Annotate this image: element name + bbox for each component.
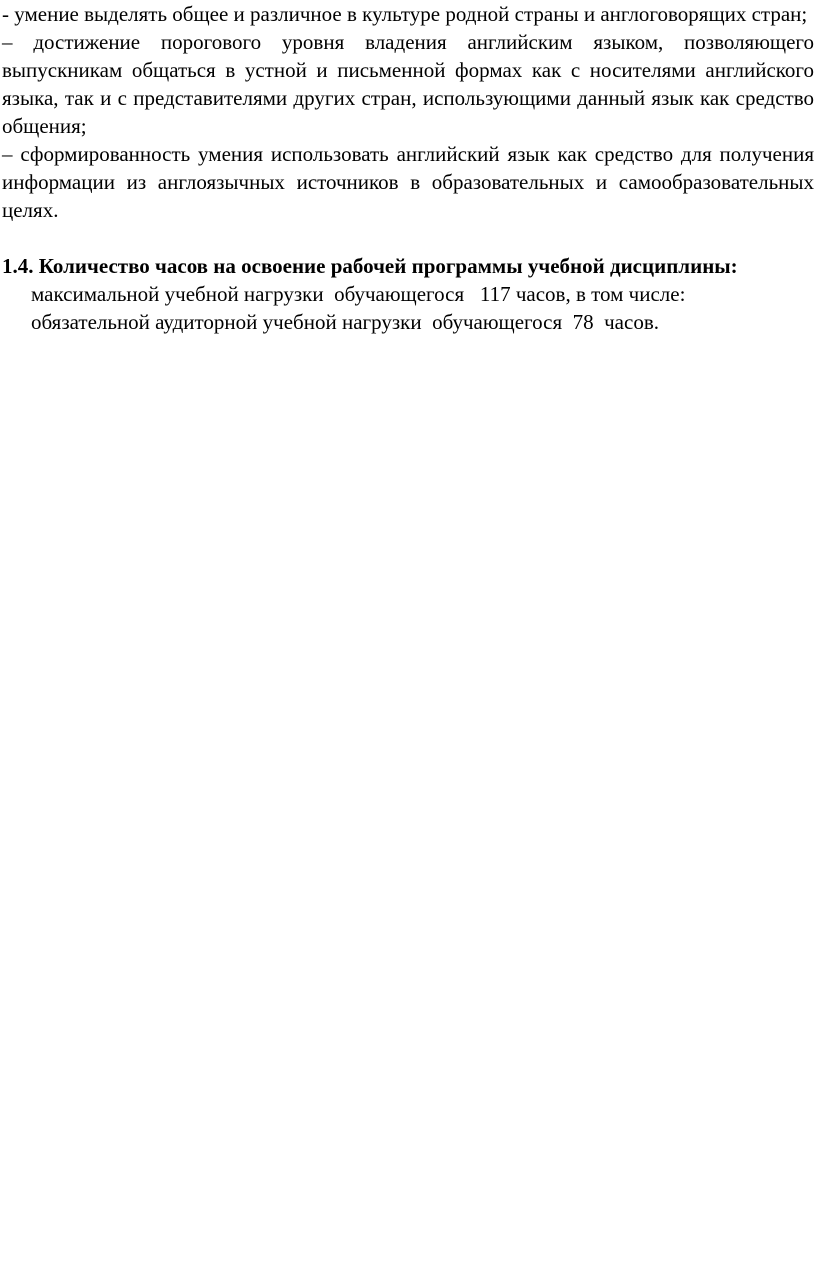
classroom-load-line: обязательной аудиторной учебной нагрузки обучающегося 78 часов. — [31, 310, 659, 334]
hours-section — [2, 252, 814, 336]
max-load-line: максимальной учебной нагрузки обучающегося 117 часов, в том числе: — [31, 282, 686, 306]
competency-list — [2, 0, 814, 224]
list-item: - умение выделять общее и различное в культуре родной страны и англоговорящих стран; — [2, 2, 808, 26]
list-item: – достижение порогового уровня владения английским языком, позволяющего выпускникам общаться в устной и письменной формах как с носителями английского языка, так и с представителями других стран, использующими данный язык как средство общения; — [2, 30, 814, 138]
list-item: – сформированность умения использовать английский язык как средство для получения информации из англоязычных источников в образовательных и самообразовательных целях. — [2, 142, 814, 222]
section-heading: 1.4. Количество часов на освоение рабочей программы учебной дисциплины: — [2, 254, 738, 278]
